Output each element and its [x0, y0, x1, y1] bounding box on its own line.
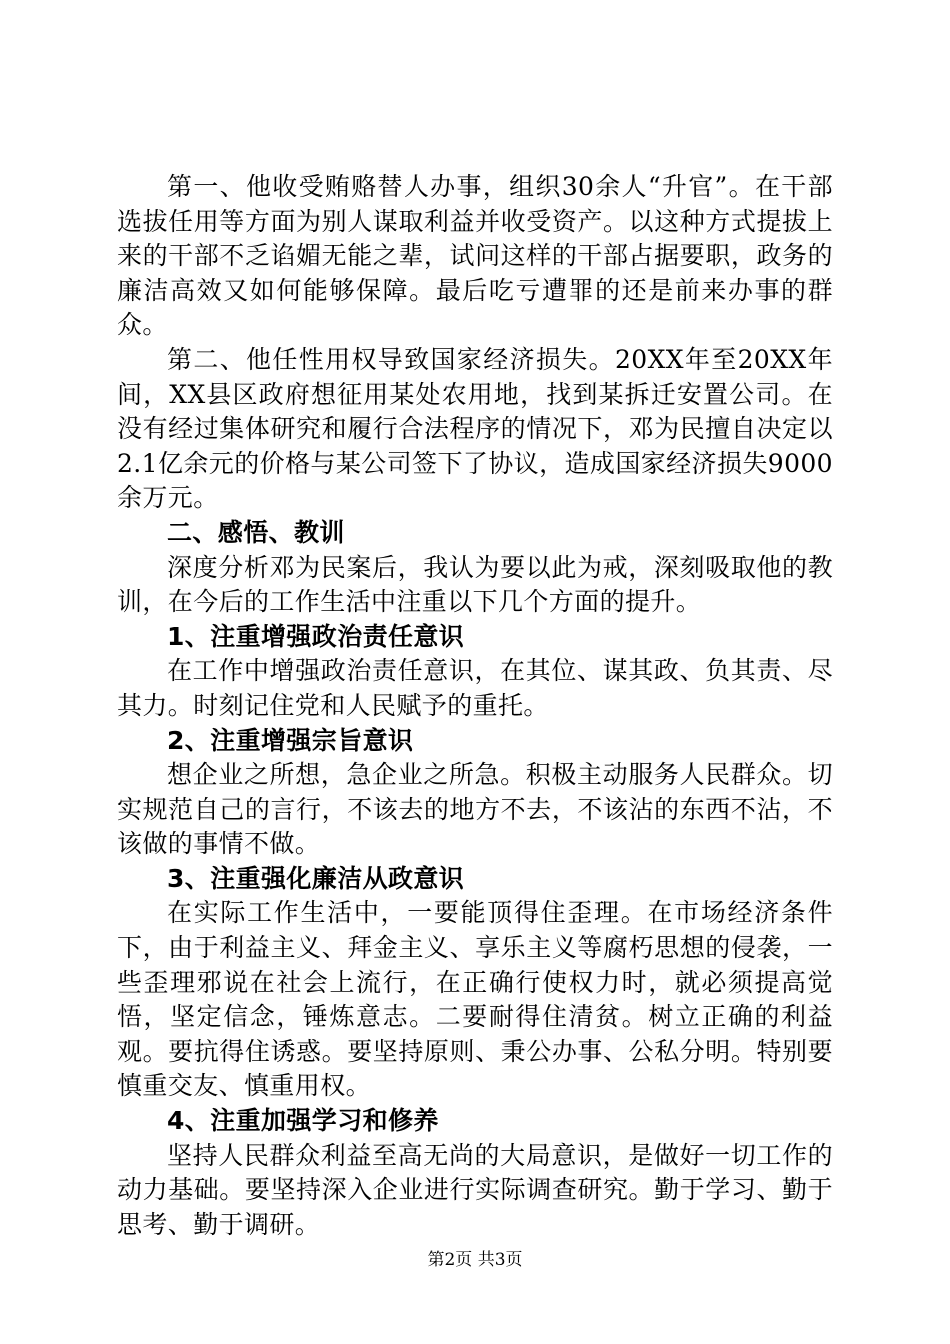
subheading-purpose-awareness: 2、注重增强宗旨意识: [167, 725, 414, 755]
paragraph-1: 第一、他收受贿赂替人办事，组织30余人“升官”。在干部选拔任用等方面为别人谋取利益并收受资产。以这种方式提拔上来的干部不乏谄媚无能之辈，试问这样的干部占据要职，政务的廉洁高效又如何能够保障。最后吃亏遭罪的还是前来办事的群众。: [117, 172, 833, 340]
subheading-integrity-awareness: 3、注重强化廉洁从政意识: [167, 863, 465, 893]
paragraph-4: 在工作中增强政治责任意识，在其位、谋其政、负其责、尽其力。时刻记住党和人民赋予的重托。: [117, 656, 833, 720]
subheading-political-responsibility: 1、注重增强政治责任意识: [167, 621, 465, 651]
document-body: [117, 170, 833, 1242]
paragraph-6: 在实际工作生活中，一要能顶得住歪理。在市场经济条件下，由于利益主义、拜金主义、享乐主义等腐朽思想的侵袭，一些歪理邪说在社会上流行，在正确行使权力时，就必须提高觉悟，坚定信念，锤炼意志。二要耐得住清贫。树立正确的利益观。要抗得住诱惑。要坚持原则、秉公办事、公私分明。特别要慎重交友、慎重用权。: [117, 898, 833, 1101]
paragraph-5: 想企业之所想，急企业之所急。积极主动服务人民群众。切实规范自己的言行，不该去的地方不去，不该沾的东西不沾，不该做的事情不做。: [117, 760, 833, 859]
section-heading-insights: 二、感悟、教训: [167, 517, 345, 547]
paragraph-7: 坚持人民群众利益至高无尚的大局意识，是做好一切工作的动力基础。要坚持深入企业进行实际调查研究。勤于学习、勤于思考、勤于调研。: [117, 1140, 833, 1239]
paragraph-2: 第二、他任性用权导致国家经济损失。20XX年至20XX年间，XX县区政府想征用某处农用地，找到某拆迁安置公司。在没有经过集体研究和履行合法程序的情况下，邓为民擅自决定以2.1亿余元的价格与某公司签下了协议，造成国家经济损失9000余万元。: [117, 344, 833, 513]
page-footer: 第2页 共3页: [427, 1250, 523, 1270]
subheading-study-cultivation: 4、注重加强学习和修养: [167, 1106, 439, 1136]
paragraph-3: 深度分析邓为民案后，我认为要以此为戒，深刻吸取他的教训，在今后的工作生活中注重以下几个方面的提升。: [117, 552, 833, 617]
